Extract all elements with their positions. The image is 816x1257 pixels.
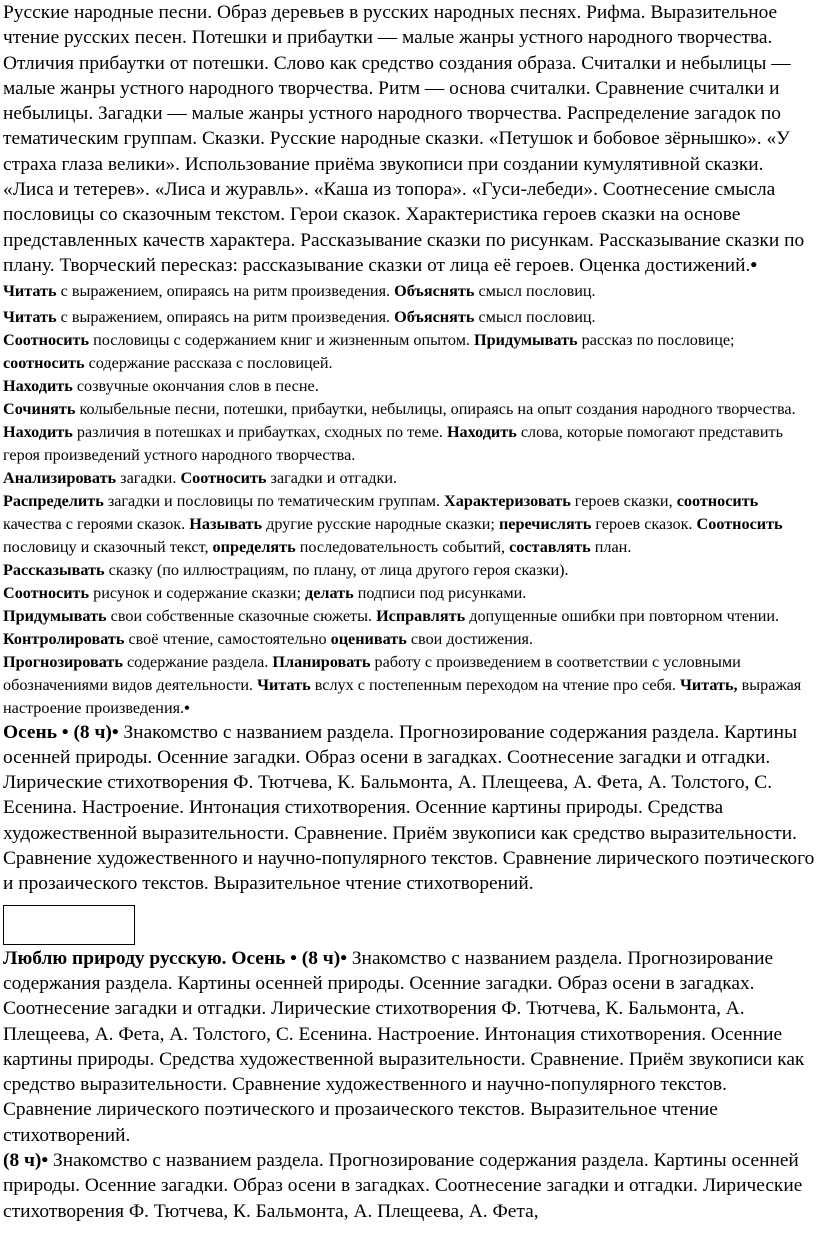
activity-item: Читать с выражением, опираясь на ритм произведения. Объяснять смысл пословиц. [3,307,596,326]
bullet-icon: • [184,698,190,717]
autumn-section-1 [3,720,815,897]
activity-item: Рассказывать сказку (по иллюстрациям, по плану, от лица другого героя сказки). [3,560,569,579]
autumn-section-3 [3,1148,815,1224]
activities-list [3,306,815,720]
section-text: Знакомство с названием раздела. Прогнозирование содержания раздела. Картины осенней природы. Осенние загадки. Образ осени в загадках. Соотнесение загадки и отгадки. Лирические стихотворения Ф. Тютчева, К. Бальмонта, А. Плещеева, А. Фета, А. Толстого, С. Есенина. Настроение. Интонация стихотворения. Осенние картины природы. Средства художественной выразительности. Сравнение. Приём звукописи как средство выразительности. Сравнение художественного и научно-популярного текстов. Сравнение лирического поэтического и прозаического текстов. Выразительное чтение стихотворений. [3,947,805,1146]
intro-tail-1: с выражением, опираясь на ритм произведения. [56,282,395,301]
verb-read: Читать [3,282,57,301]
intro-text: Русские народные песни. Образ деревьев в русских народных песнях. Рифма. Выразительное чтение русских песен. Потешки и прибаутки — малые жанры устного народного творчества. Отличия прибаутки от потешки. Слово как средство создания образа. Считалки и небылицы — малые жанры устного народного творчества. Ритм — основа считалки. Сравнение считалки и небылицы. Загадки — малые жанры устного народного творчества. Распределение загадок по тематическим группам. Сказки. Русские народные сказки. «Петушок и бобовое зёрнышко». «У страха глаза велики». Использование приёма звукописи при создании кумулятивной сказки. «Лиса и тетерев». «Лиса и журавль». «Каша из топора». «Гуси-лебеди». Соотнесение смысла пословицы со сказочным текстом. Герои сказок. Характеристика героев сказки на основе представленных качеств характера. Рассказывание сказки по рисункам. Рассказывание сказки по плану. Творческий пересказ: рассказывание сказки от лица её героев. Оценка достижений. [3,2,805,276]
section-heading: Люблю природу русскую. Осень • (8 ч)• [3,947,347,969]
activity-item: Прогнозировать содержание раздела. Планировать работу с произведением в соответствии с условными обозначениями видов деятельности. Читать вслух с постепенным переходом на чтение про себя. Читать, выражая настроение произведения.• [3,652,802,717]
activity-item: Находить созвучные окончания слов в песне. [3,376,319,395]
autumn-section-2 [3,946,815,1148]
activity-item: Соотносить рисунок и содержание сказки; делать подписи под рисунками. [3,583,527,602]
empty-box-area [3,897,815,946]
activity-item: Анализировать загадки. Соотносить загадки и отгадки. [3,468,398,487]
section-heading: Осень • (8 ч)• [3,721,119,743]
section-text: Знакомство с названием раздела. Прогнозирование содержания раздела. Картины осенней природы. Осенние загадки. Образ осени в загадках. Соотнесение загадки и отгадки. Лирические стихотворения Ф. Тютчева, К. Бальмонта, А. Плещеева, А. Фета, [3,1150,803,1222]
activity-item: Соотносить пословицы с содержанием книг и жизненным опытом. Придумывать рассказ по пословице; соотносить содержание рассказа с пословицей. [3,330,735,372]
section-heading: (8 ч)• [3,1150,49,1172]
verb-explain: Объяснять [394,282,475,301]
intro-paragraph [3,0,815,304]
activity-item: Распределить загадки и пословицы по тематическим группам. Характеризовать героев сказки, соотносить качества с героями сказок. Называть другие русские народные сказки; перечислять героев сказок. Соотносить пословицу и сказочный текст, определять последовательность событий, составлять план. [3,491,783,556]
activity-item: Сочинять колыбельные песни, потешки, прибаутки, небылицы, опираясь на опыт создания народного творчества. Находить различия в потешках и прибаутках, сходных по теме. Находить слова, которые помогают представить героя произведений устного народного творчества. [3,399,796,464]
section-text: Знакомство с названием раздела. Прогнозирование содержания раздела. Картины осенней природы. Осенние загадки. Образ осени в загадках. Соотнесение загадки и отгадки. Лирические стихотворения Ф. Тютчева, К. Бальмонта, А. Плещеева, А. Фета, А. Толстого, С. Есенина. Настроение. Интонация стихотворения. Осенние картины природы. Средства художественной выразительности. Сравнение. Приём звукописи как средство выразительности. Сравнение художественного и научно-популярного текстов. Сравнение лирического поэтического и прозаического текстов. Выразительное чтение стихотворений. [3,721,815,895]
bullet-icon: • [750,254,758,276]
empty-box [3,905,135,945]
activity-item: Придумывать свои собственные сказочные сюжеты. Исправлять допущенные ошибки при повторном чтении. Контролировать своё чтение, самостоятельно оценивать свои достижения. [3,606,780,648]
intro-tail-2: смысл пословиц. [474,282,596,301]
